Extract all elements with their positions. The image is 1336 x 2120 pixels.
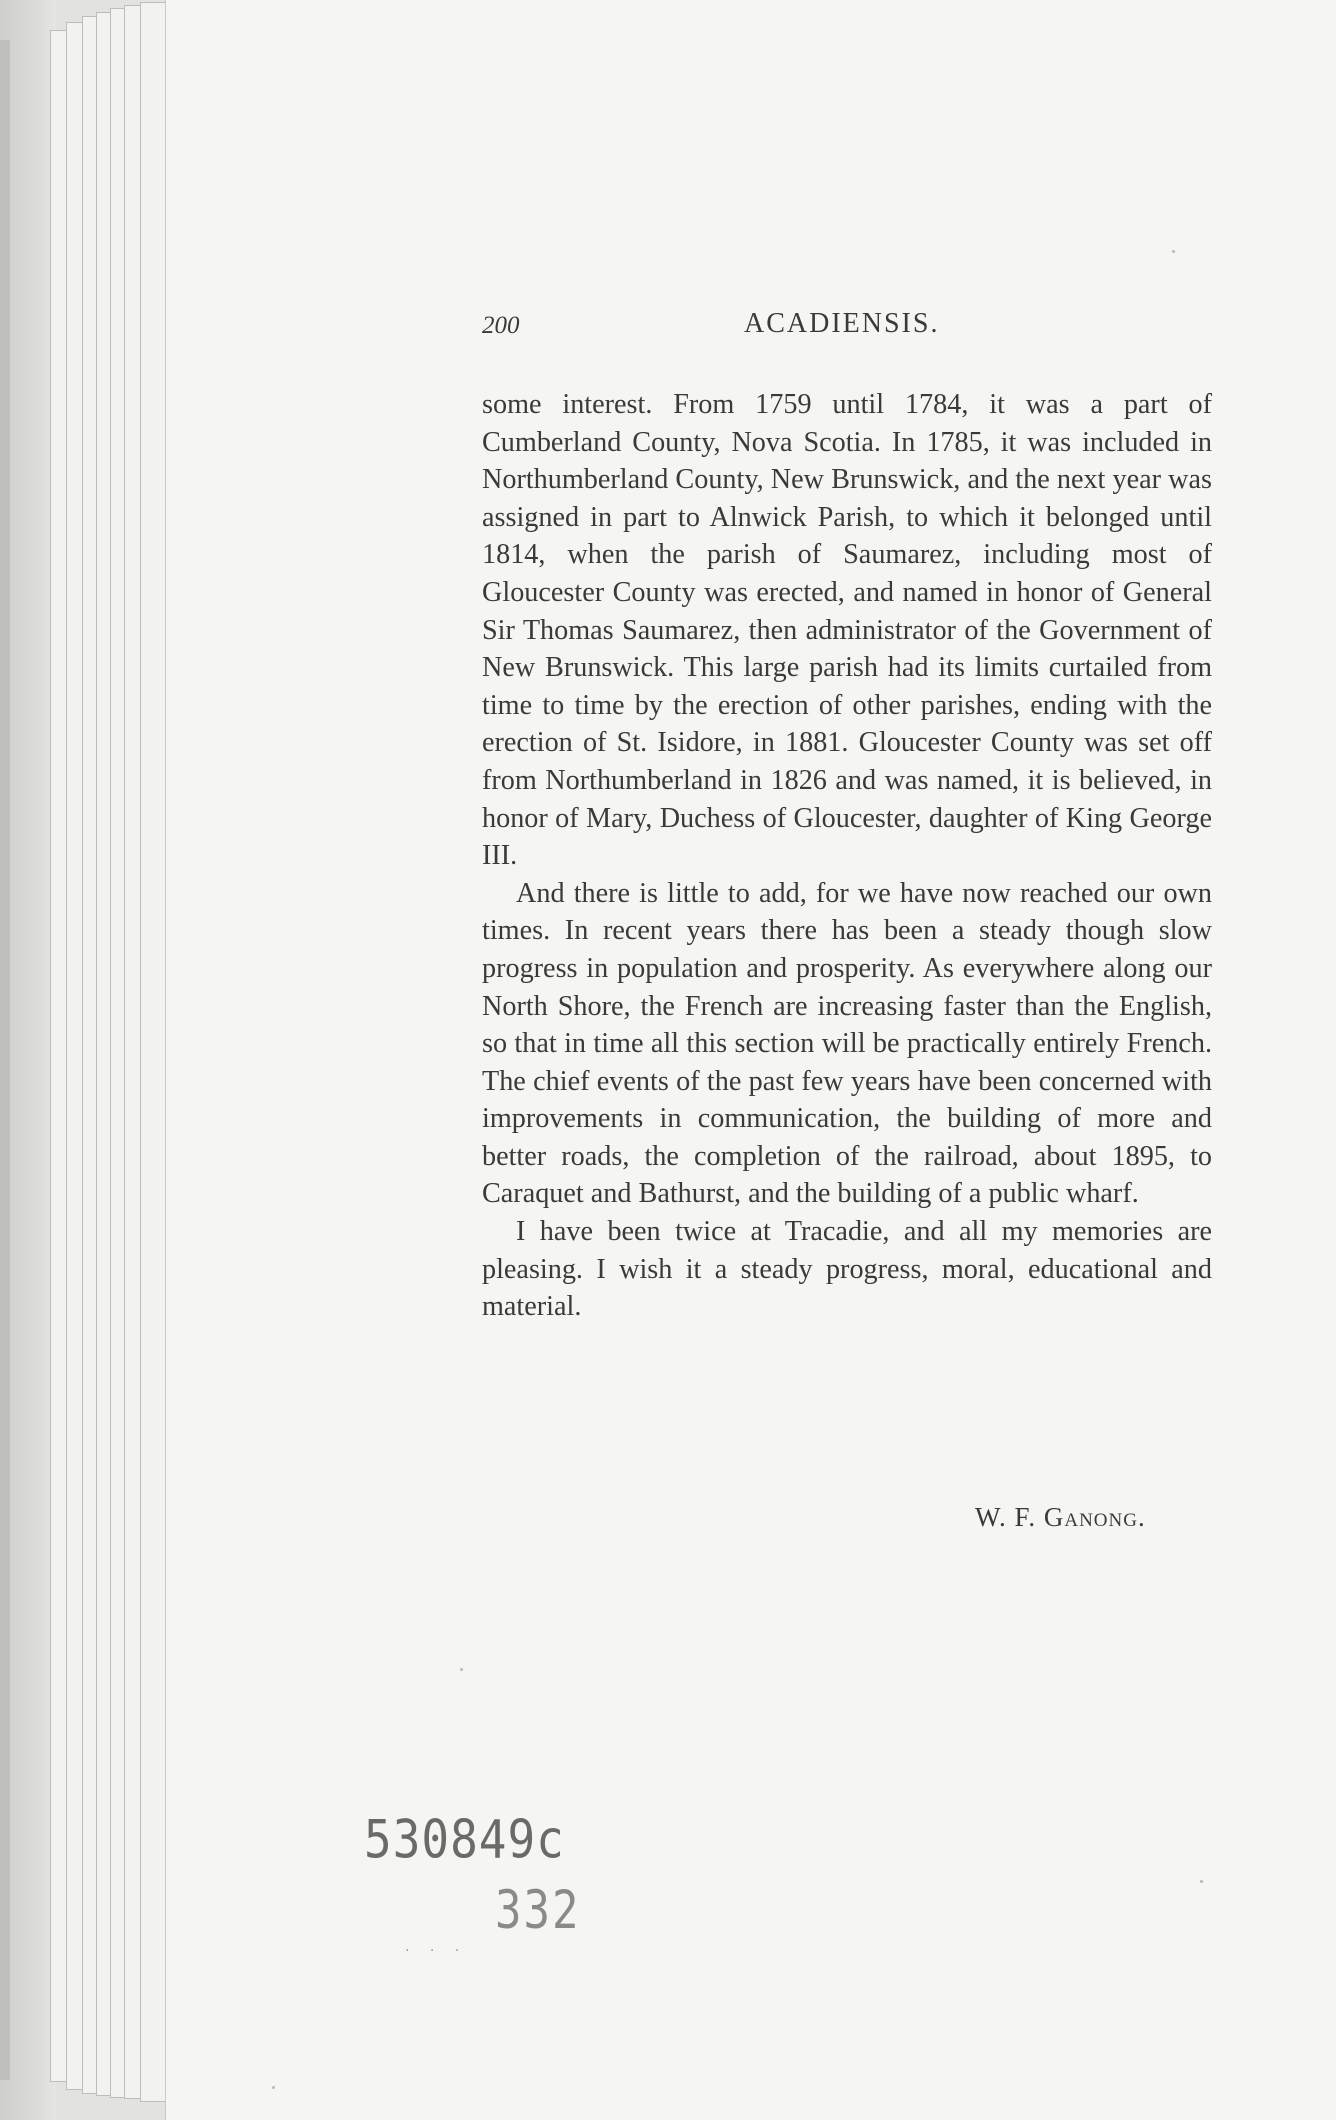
- scan-speck: [1200, 1880, 1203, 1883]
- running-head: ACADIENSIS.: [744, 308, 940, 339]
- page-header: [482, 308, 1212, 348]
- scanner-edge-strip: [0, 40, 10, 2080]
- paragraph: And there is little to add, for we have now reached our own times. In recent years there has been a steady though slow progress in population and prosperity. As everywhere along our North Shore, the French are increasing faster than the English, so that in time all this section will be practically entirely French. The chief events of the past few years have been concerned with improvements in communication, the building of more and better roads, the completion of the railroad, about 1895, to Caraquet and Bathurst, and the building of a public wharf.: [482, 877, 1212, 1210]
- scan-speck: [1172, 250, 1175, 253]
- author-surname: Ganong.: [1043, 1502, 1146, 1532]
- author-signature: [975, 1502, 1146, 1533]
- scan-speck: [460, 1668, 463, 1671]
- body-text: [482, 386, 1212, 1326]
- paragraph: I have been twice at Tracadie, and all my memories are pleasing. I wish it a steady progress, moral, educational and material.: [482, 1216, 1212, 1323]
- stamp-dots: . . .: [405, 1938, 468, 1955]
- author-initials: W. F.: [975, 1502, 1044, 1532]
- paragraph: some interest. From 1759 until 1784, it was a part of Cumberland County, Nova Scotia. In 1785, it was included in Northumberland County, New Brunswick, and the next year was assigned in part to Alnwick Parish, to which it belonged until 1814, when the parish of Saumarez, including most of Gloucester County was erected, and named in honor of General Sir Thomas Saumarez, then administrator of the Government of New Brunswick. This large parish had its limits curtailed from time to time by the erection of other parishes, ending with the erection of St. Isidore, in 1881. Gloucester County was set off from Northumberland in 1826 and was named, it is believed, in honor of Mary, Duchess of Gloucester, daughter of King George III.: [482, 389, 1212, 872]
- page-number: 200: [482, 312, 520, 339]
- accession-number: 530849c: [364, 1808, 565, 1871]
- accession-sub-number: 332: [495, 1880, 581, 1942]
- scan-speck: [272, 2086, 275, 2089]
